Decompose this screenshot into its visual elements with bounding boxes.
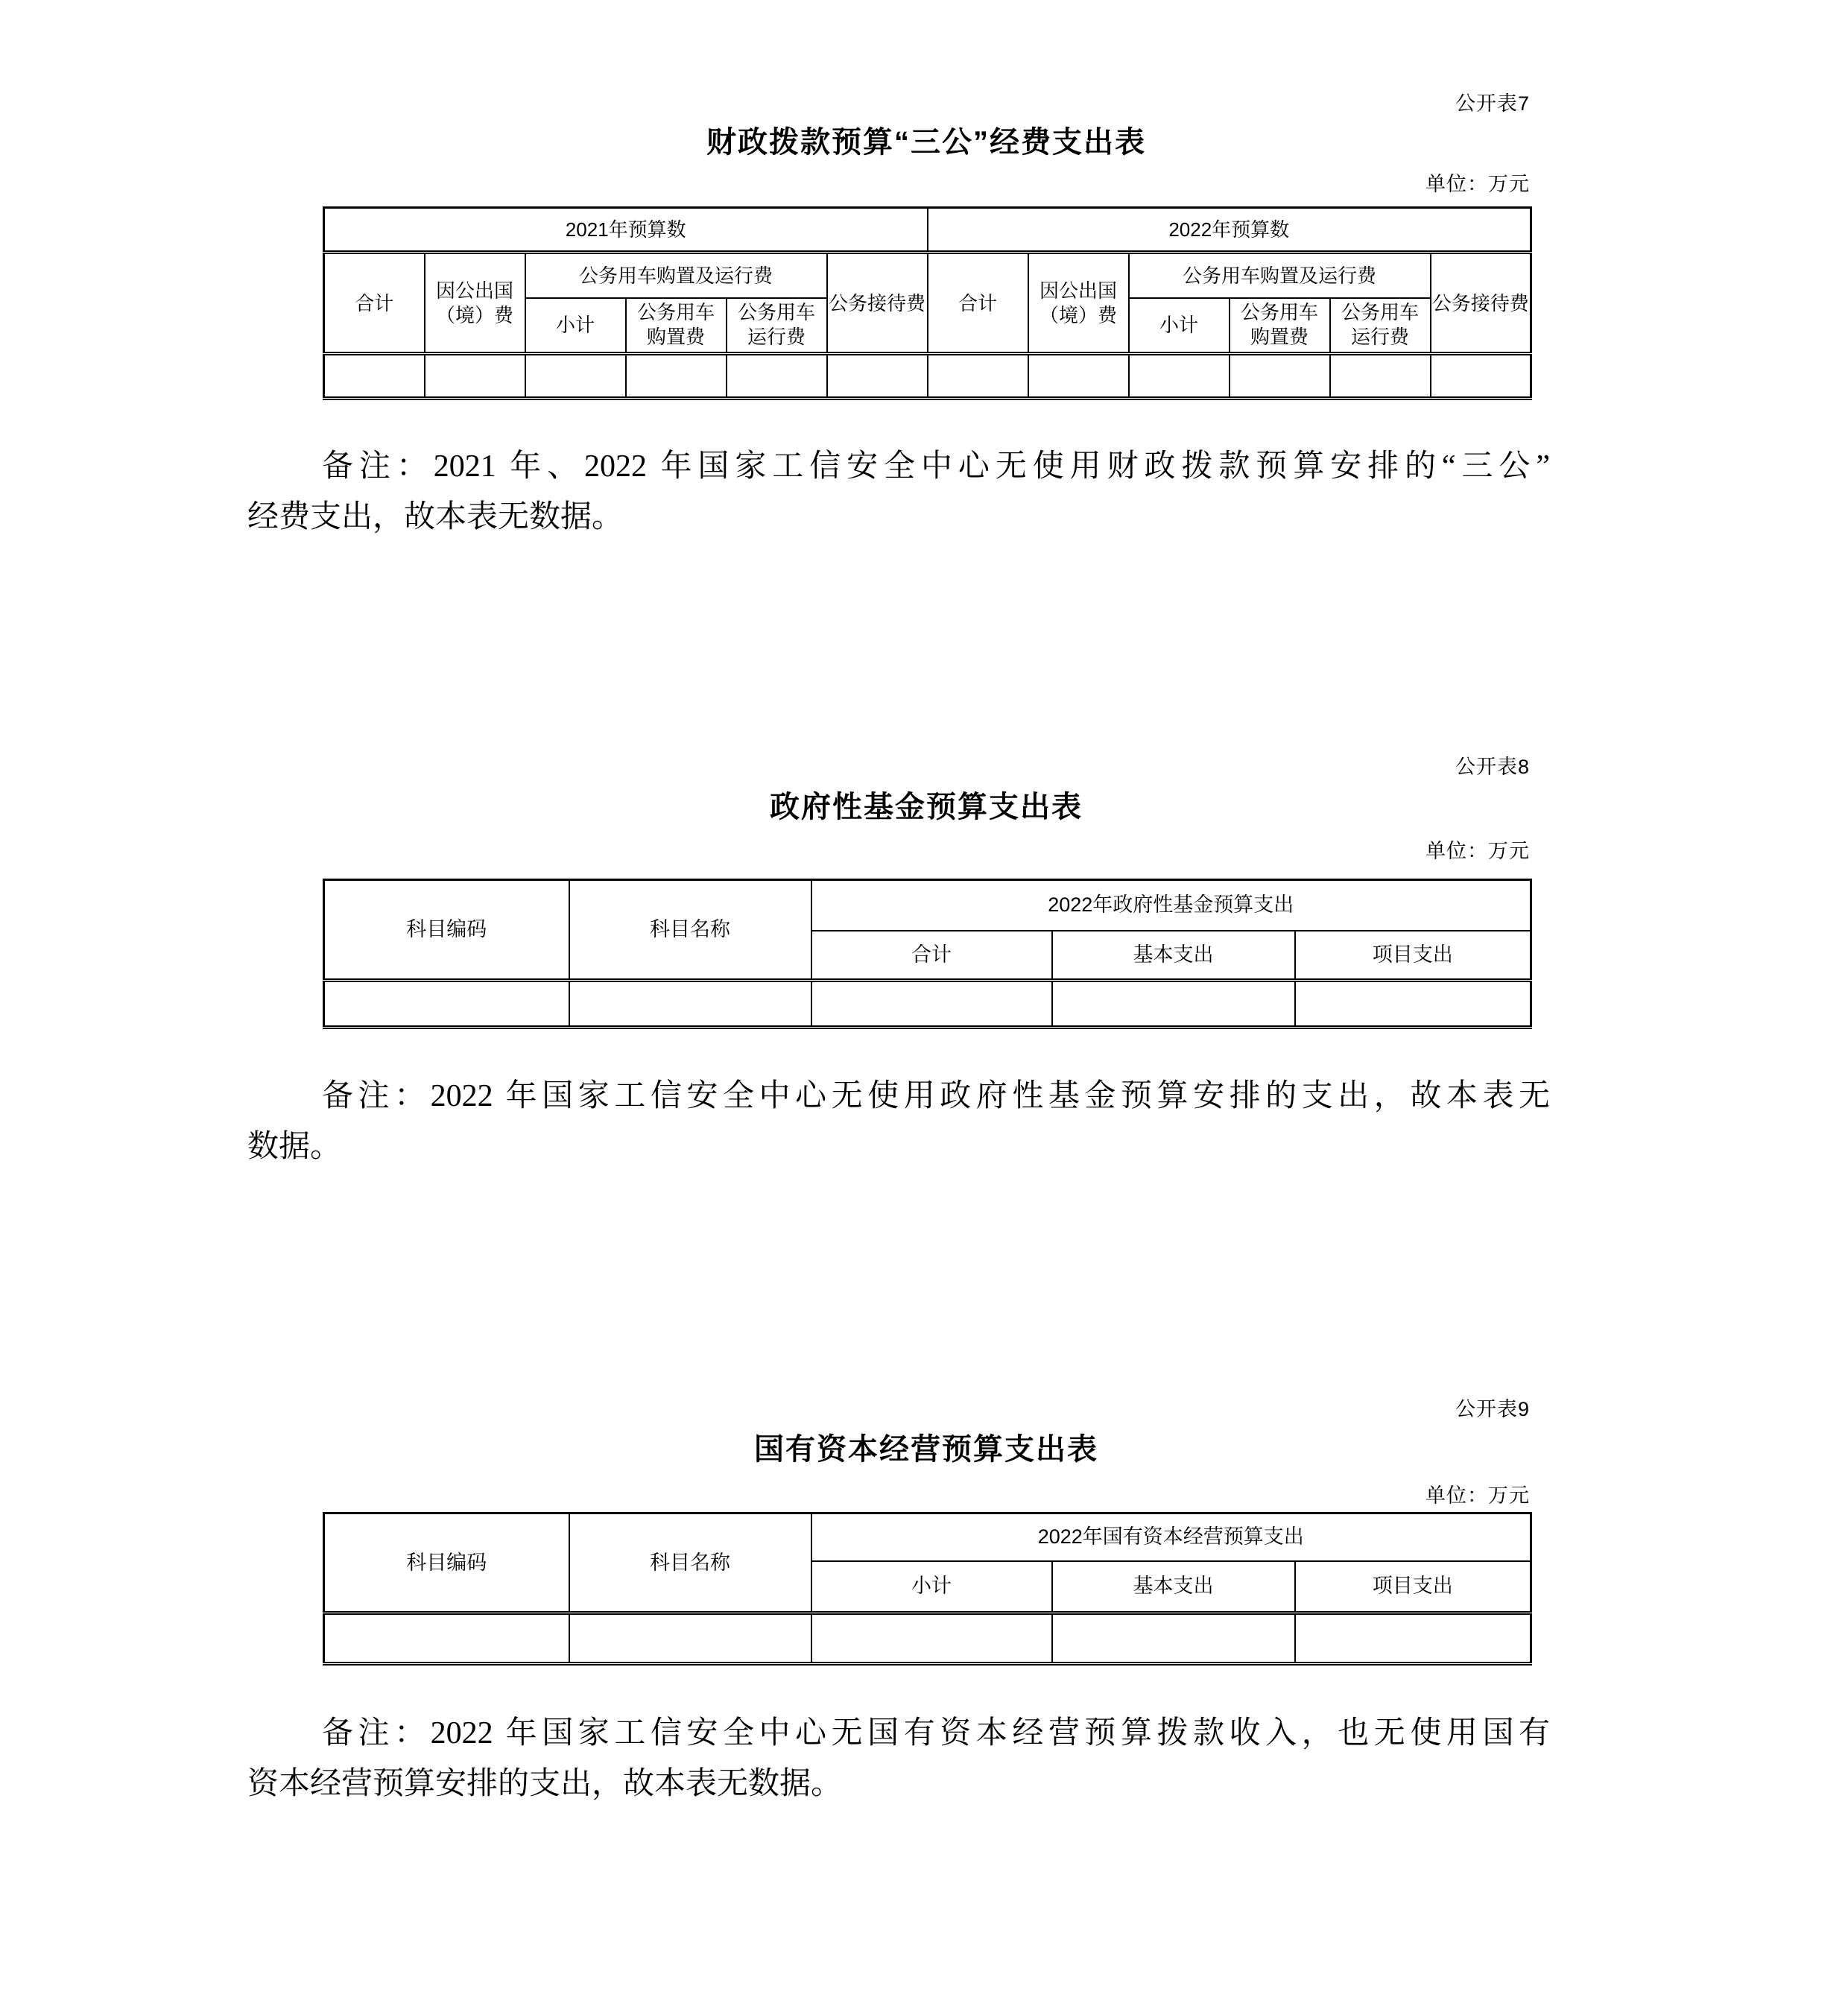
empty-data-cell <box>569 1613 811 1664</box>
header-abroad-2022 <box>1028 253 1129 354</box>
sheet-tag-7: 公开表7 <box>1455 92 1530 115</box>
header-subject-name: 科目名称 <box>569 1513 811 1613</box>
remark-3 <box>247 1708 1550 1809</box>
empty-data-cell <box>811 1613 1052 1664</box>
state-capital-budget-table <box>323 1512 1532 1666</box>
header-reception-2021: 公务接待费 <box>827 253 928 354</box>
empty-data-cell <box>811 981 1052 1028</box>
table1-title: 财政拨款预算“三公”经费支出表 <box>706 126 1146 159</box>
remark-3-line-1: 备注：2022 年国家工信安全中心无国有资本经营预算拨款收入，也无使用国有 <box>322 1716 1550 1750</box>
remark-1-line-1: 备注：2021 年、2022 年国家工信安全中心无使用财政拨款预算安排的“三公” <box>322 449 1550 484</box>
header-abroad-2021-label: 因公出国（境）费 <box>435 279 513 326</box>
table3-title: 国有资本经营预算支出表 <box>754 1433 1098 1466</box>
header-total-2021: 合计 <box>324 253 425 354</box>
header-purchase-2022-label: 公务用车购置费 <box>1240 301 1318 349</box>
header-subject-code: 科目编码 <box>324 880 569 981</box>
empty-data-cell <box>324 1613 569 1664</box>
header-project-expense: 项目支出 <box>1295 931 1531 981</box>
remark-3-line-2: 资本经营预算安排的支出，故本表无数据。 <box>247 1767 843 1801</box>
header-abroad-2022-label: 因公出国（境）费 <box>1039 279 1117 326</box>
state-capital-budget-table-wrap <box>323 1512 1532 1666</box>
year-header-2021: 2021年预算数 <box>324 208 928 253</box>
header-total-2022: 合计 <box>928 253 1028 354</box>
header-subtotal-2021: 小计 <box>525 298 626 354</box>
header-vehicle-group-2021: 公务用车购置及运行费 <box>525 253 827 298</box>
empty-data-cell <box>324 354 425 399</box>
empty-data-cell <box>1028 354 1129 399</box>
empty-data-cell <box>928 354 1028 399</box>
header-operation-2022-label: 公务用车运行费 <box>1341 301 1419 349</box>
empty-data-cell <box>569 981 811 1028</box>
unit-label-3: 单位：万元 <box>1425 1484 1530 1507</box>
header-purchase-2022 <box>1230 298 1330 354</box>
header-purchase-2021-label: 公务用车购置费 <box>636 301 715 349</box>
remark-1-line-2: 经费支出，故本表无数据。 <box>247 500 624 534</box>
header-subtotal-2022: 小计 <box>1129 298 1230 354</box>
empty-data-cell <box>1052 981 1295 1028</box>
header-basic-expense: 基本支出 <box>1052 931 1295 981</box>
header-2022-gov-fund-group: 2022年政府性基金预算支出 <box>811 880 1531 931</box>
header-vehicle-group-2022: 公务用车购置及运行费 <box>1129 253 1431 298</box>
header-abroad-2021 <box>425 253 525 354</box>
header-subject-code: 科目编码 <box>324 1513 569 1613</box>
empty-data-cell <box>324 981 569 1028</box>
unit-label-1: 单位：万元 <box>1425 173 1530 195</box>
empty-data-cell <box>1295 1613 1531 1664</box>
sheet-tag-9: 公开表9 <box>1455 1398 1530 1420</box>
header-subject-name: 科目名称 <box>569 880 811 981</box>
year-header-2022: 2022年预算数 <box>928 208 1531 253</box>
empty-data-cell <box>1431 354 1531 399</box>
unit-label-2: 单位：万元 <box>1425 840 1530 862</box>
empty-data-cell <box>1052 1613 1295 1664</box>
empty-data-cell <box>525 354 626 399</box>
header-basic-expense: 基本支出 <box>1052 1561 1295 1613</box>
remark-2-line-1: 备注：2022 年国家工信安全中心无使用政府性基金预算安排的支出，故本表无 <box>322 1079 1550 1113</box>
header-project-expense: 项目支出 <box>1295 1561 1531 1613</box>
empty-data-cell <box>626 354 727 399</box>
remark-2-line-2: 数据。 <box>247 1130 342 1164</box>
remark-1 <box>247 441 1550 542</box>
empty-data-cell <box>1330 354 1431 399</box>
remark-2 <box>247 1071 1550 1172</box>
header-2022-state-capital-group: 2022年国有资本经营预算支出 <box>811 1513 1531 1561</box>
gov-fund-budget-table <box>323 879 1532 1029</box>
empty-data-cell <box>1230 354 1330 399</box>
header-operation-2021 <box>727 298 827 354</box>
header-operation-2022 <box>1330 298 1431 354</box>
header-subtotal: 小计 <box>811 1561 1052 1613</box>
empty-data-cell <box>1129 354 1230 399</box>
empty-data-cell <box>425 354 525 399</box>
sheet-tag-8: 公开表8 <box>1455 756 1530 778</box>
three-public-expense-table <box>323 206 1532 400</box>
empty-data-cell <box>727 354 827 399</box>
empty-data-cell <box>1295 981 1531 1028</box>
gov-fund-budget-table-wrap <box>323 879 1532 1029</box>
header-operation-2021-label: 公务用车运行费 <box>737 301 815 349</box>
three-public-expense-table-wrap <box>323 206 1532 400</box>
header-purchase-2021 <box>626 298 727 354</box>
header-reception-2022: 公务接待费 <box>1431 253 1531 354</box>
table2-title: 政府性基金预算支出表 <box>770 791 1083 823</box>
empty-data-cell <box>827 354 928 399</box>
header-total: 合计 <box>811 931 1052 981</box>
